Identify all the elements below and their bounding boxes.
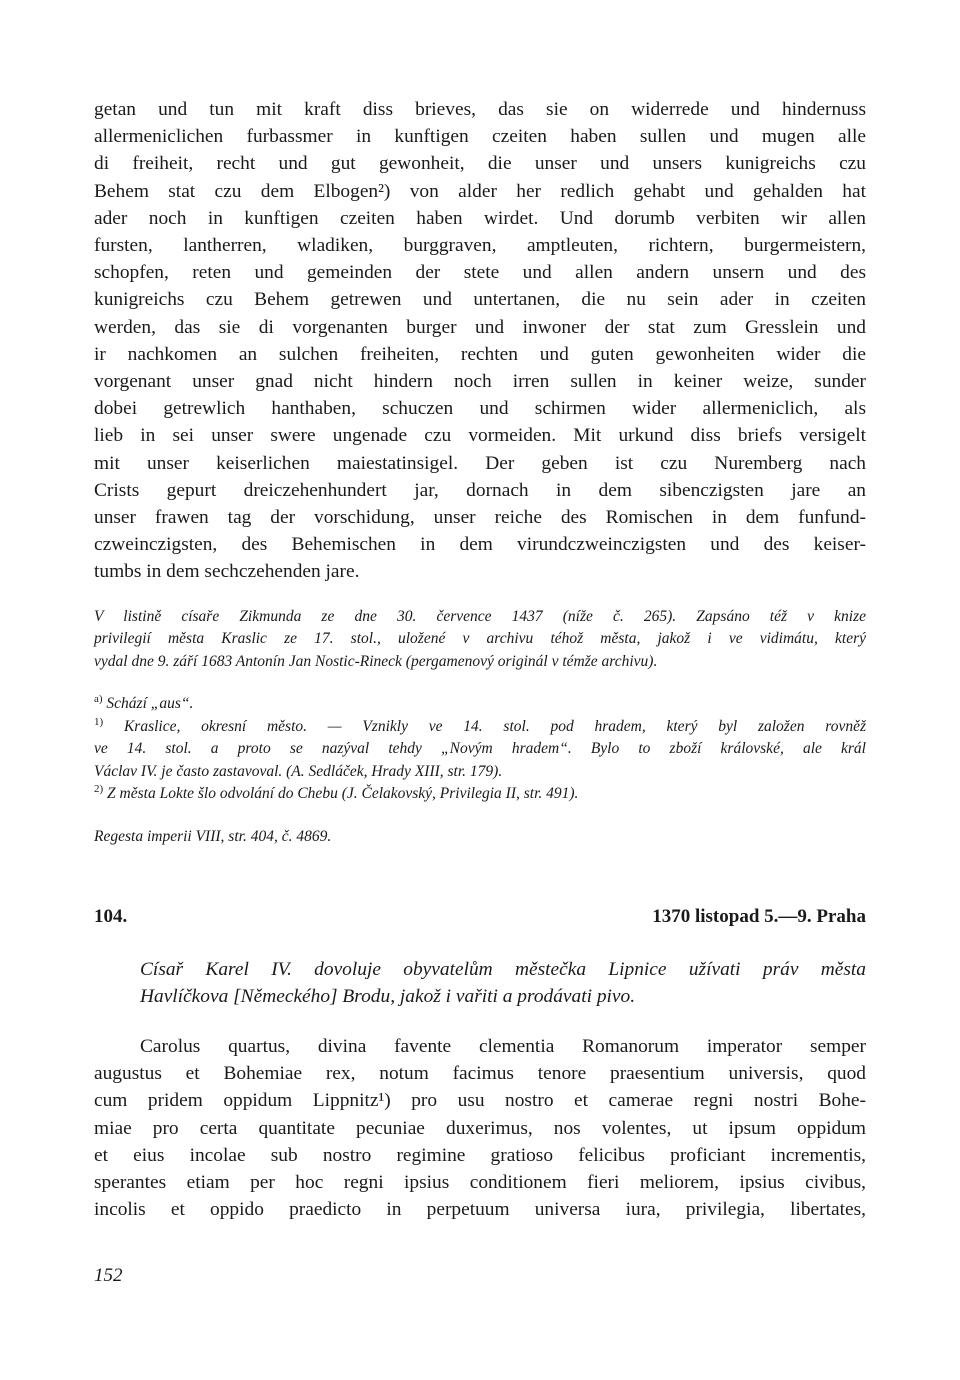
main-text-line: unser frawen tag der vorschidung, unser reiche des Romischen in dem funfund- xyxy=(94,507,866,529)
source-note-line: V listině císaře Zikmunda ze dne 30. července 1437 (níže č. 265). Zapsáno též v knize xyxy=(94,607,866,625)
footnote-1 xyxy=(94,716,866,784)
main-text-line: lieb in sei unser swere ungenade czu vormeiden. Mit urkund diss briefs versigelt xyxy=(94,425,866,447)
source-note-line: vydal dne 9. září 1683 Antonín Jan Nostic-Rineck (pergamenový originál v témže archivu). xyxy=(94,652,658,670)
regest-line: Císař Karel IV. dovoluje obyvatelům městečka Lipnice užívati práv města xyxy=(140,958,866,980)
main-text-line: tumbs in dem sechczehenden jare. xyxy=(94,561,360,583)
latin-text-line: et eius incolae sub nostro regimine gratioso felicibus proficiant incrementis, xyxy=(94,1144,866,1166)
main-text-line: mit unser keiserlichen maiestatinsigel. Der geben ist czu Nuremberg nach xyxy=(94,452,866,474)
footnote-text: Kraslice, okresní město. — Vznikly ve 14. stol. pod hradem, který byl založen rovněž xyxy=(123,717,866,735)
source-note xyxy=(94,606,866,674)
latin-text xyxy=(94,1033,866,1224)
main-text-line: Behem stat czu dem Elbogen²) von alder her redlich gehabt und gehalden hat xyxy=(94,180,866,202)
footnote-line xyxy=(94,716,866,739)
latin-text-line: sperantes etiam per hoc regni ipsius conditionem fieri meliorem, ipsius civibus, xyxy=(94,1172,866,1194)
regest xyxy=(94,956,866,1011)
footnote-a xyxy=(94,693,866,716)
footnote-marker: a) xyxy=(94,693,103,705)
footnote-line: Václav IV. je často zastavoval. (A. Sedláček, Hrady XIII, str. 179). xyxy=(94,762,503,780)
main-text-line: Crists gepurt dreiczehenhundert jar, dornach in dem sibenczigsten jare an xyxy=(94,479,866,501)
main-text-line: ader noch in kunftigen czeiten haben wirdet. Und dorumb verbiten wir allen xyxy=(94,207,866,229)
latin-text-line: augustus et Bohemiae rex, notum facimus tenore praesentium universis, quod xyxy=(94,1062,866,1084)
main-text-line: schopfen, reten und gemeinden der stete und allen andern unsern und des xyxy=(94,262,866,284)
document-header xyxy=(94,904,866,930)
main-text-line: getan und tun mit kraft diss brieves, das sie on widerrede und hindernuss xyxy=(94,99,866,120)
latin-text-line: cum pridem oppidum Lippnitz¹) pro usu nostro et camerae regni nostri Bohe- xyxy=(94,1090,866,1112)
main-text-line: dobei getrewlich hanthaben, schuczen und schirmen wider allermeniclich, als xyxy=(94,398,866,420)
page-content xyxy=(94,96,866,1224)
footnote-text: Schází „aus“. xyxy=(106,695,194,713)
latin-text-line: Carolus quartus, divina favente clementia Romanorum imperator semper xyxy=(140,1035,866,1057)
document-date-place: 1370 listopad 5.—9. Praha xyxy=(652,905,866,927)
footnote-marker: 1) xyxy=(94,715,104,728)
latin-text-line: miae pro certa quantitate pecuniae duxerimus, nos volentes, ut ipsum oppidum xyxy=(94,1117,866,1139)
page-number: 152 xyxy=(94,1265,123,1286)
source-note-line: privilegií města Kraslic ze 17. stol., uložené v archivu téhož města, jakož i ve vidimátu, který xyxy=(94,630,866,648)
main-text-line: werden, das sie di vorgenanten burger und inwoner der stat zum Gresslein und xyxy=(94,316,866,338)
document-number: 104. xyxy=(94,905,128,927)
footnote-line xyxy=(94,693,866,716)
regesta-reference: Regesta imperii VIII, str. 404, č. 4869. xyxy=(94,827,332,845)
footnotes xyxy=(94,693,866,806)
main-text-line: di freiheit, recht und gut gewonheit, die unser und unsers kunigreichs czu xyxy=(94,153,866,175)
footnote-text: Z města Lokte šlo odvolání do Chebu (J. Čelakovský, Privilegia II, str. 491). xyxy=(107,785,579,803)
footnote-line xyxy=(94,783,866,806)
main-text-line: allermeniclichen furbassmer in kunftigen czeiten haben sullen und mugen alle xyxy=(94,126,866,148)
regest-line: Havlíčkova [Německého] Brodu, jakož i vařiti a prodávati pivo. xyxy=(140,986,636,1008)
footnote-marker: 2) xyxy=(94,783,104,795)
main-text-line: fursten, lantherren, wladiken, burggraven, amptleuten, richtern, burgermeistern, xyxy=(94,235,866,257)
footnote-2 xyxy=(94,783,866,806)
main-text-line: kunigreichs czu Behem getrewen und untertanen, die nu sein ader in czeiten xyxy=(94,289,866,311)
latin-text-line: incolis et oppido praedicto in perpetuum universa iura, privilegia, libertates, xyxy=(94,1199,866,1221)
footnote-line: ve 14. stol. a proto se nazýval tehdy „Novým hradem“. Bylo to zboží královské, ale král xyxy=(94,740,866,758)
main-text-line: czweinczigsten, des Behemischen in dem virundczweinczigsten und des keiser- xyxy=(94,534,866,556)
main-text-line: vorgenant unser gnad nicht hindern noch irren sullen in keiner weize, sunder xyxy=(94,371,866,393)
main-text-line: ir nachkomen an sulchen freiheiten, rechten und guten gewonheiten wider die xyxy=(94,343,866,365)
main-text xyxy=(94,96,866,586)
